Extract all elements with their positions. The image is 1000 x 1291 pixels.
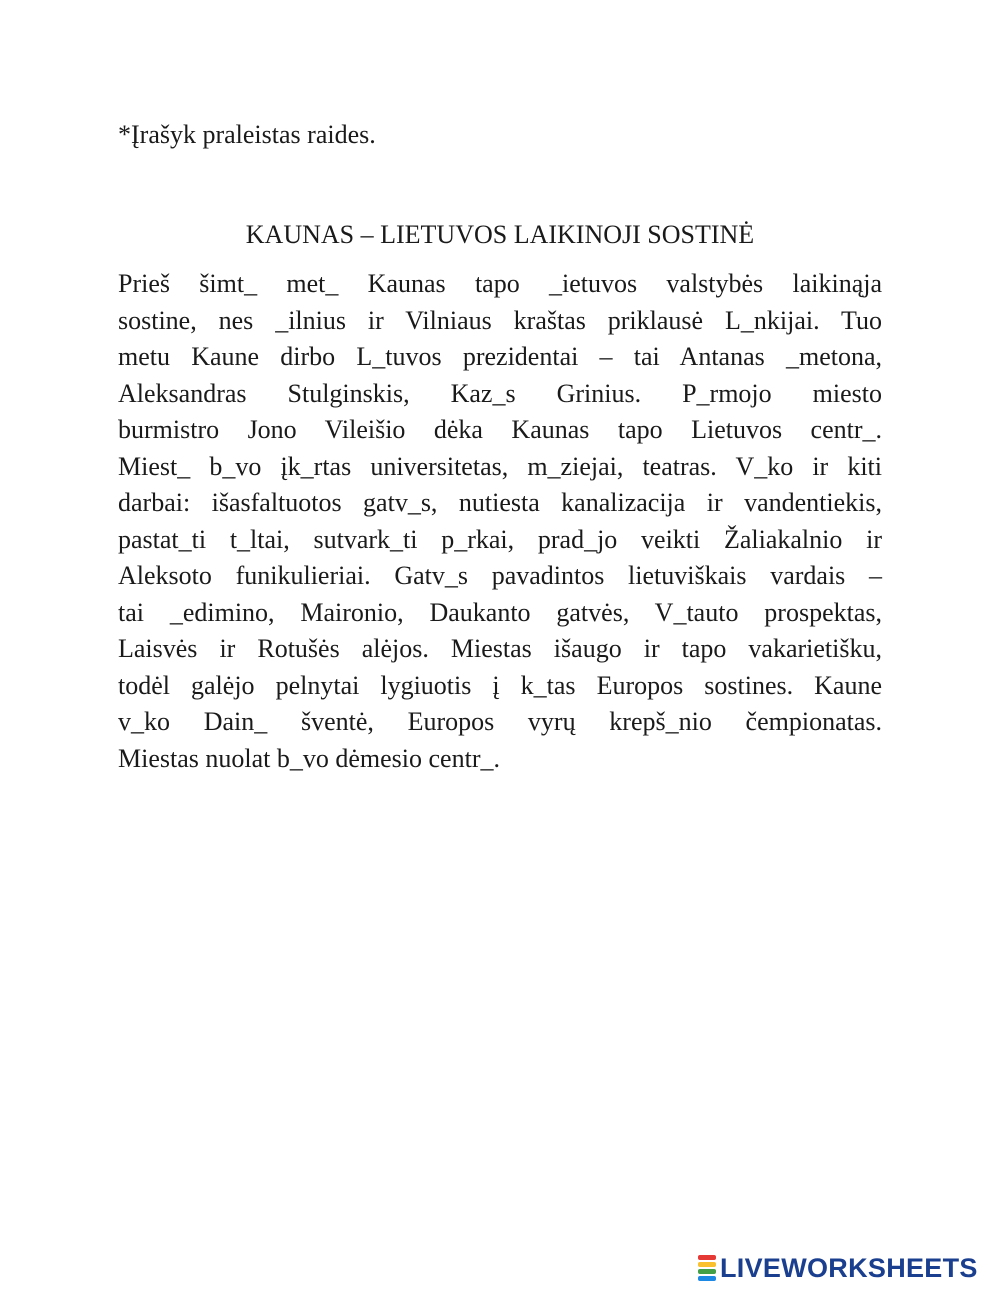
- logo-stripe: [698, 1262, 716, 1267]
- worksheet-paragraph: [118, 266, 882, 777]
- paragraph-line: tai _edimino, Maironio, Daukanto gatvės, V_tauto prospektas,: [118, 597, 882, 627]
- paragraph-line: pastat_ti t_ltai, sutvark_ti p_rkai, prad_jo veikti Žaliakalnio ir: [118, 524, 882, 554]
- paragraph-line: Aleksandras Stulginskis, Kaz_s Grinius. P_rmojo miesto: [118, 378, 882, 408]
- paragraph-line: v_ko Dain_ šventė, Europos vyrų krepš_nio čempionatas.: [118, 707, 882, 736]
- paragraph-line: todėl galėjo pelnytai lygiuotis į k_tas Europos sostines. Kaune: [118, 670, 882, 700]
- brand-name: LIVEWORKSHEETS: [720, 1253, 978, 1283]
- liveworksheets-logo-icon: [698, 1254, 716, 1282]
- paragraph-line: Miestas nuolat b_vo dėmesio centr_.: [118, 743, 500, 773]
- liveworksheets-logo: [698, 1253, 978, 1283]
- paragraph-line: sostine, nes _ilnius ir Vilniaus kraštas priklausė L_nkijai. Tuo: [118, 305, 882, 335]
- paragraph-line: Prieš šimt_ met_ Kaunas tapo _ietuvos valstybės laikinąja: [118, 269, 882, 298]
- paragraph-line: burmistro Jono Vileišio dėka Kaunas tapo Lietuvos centr_.: [118, 415, 882, 444]
- paragraph-line: Laisvės ir Rotušės alėjos. Miestas išaugo ir tapo vakarietišku,: [118, 634, 882, 663]
- paragraph-line: darbai: išasfaltuotos gatv_s, nutiesta kanalizacija ir vandentiekis,: [118, 488, 882, 517]
- logo-stripe: [698, 1255, 716, 1260]
- logo-stripe: [698, 1269, 716, 1274]
- document-title: KAUNAS – LIETUVOS LAIKINOJI SOSTINĖ: [245, 220, 755, 249]
- paragraph-line: metu Kaune dirbo L_tuvos prezidentai – tai Antanas _metona,: [118, 342, 882, 371]
- paragraph-line: Miest_ b_vo įk_rtas universitetas, m_ziejai, teatras. V_ko ir kiti: [118, 451, 882, 481]
- paragraph-line: Aleksoto funikulieriai. Gatv_s pavadintos lietuviškais vardais –: [118, 561, 882, 590]
- logo-stripe: [698, 1276, 716, 1281]
- instruction-text: *Įrašyk praleistas raides.: [118, 120, 376, 149]
